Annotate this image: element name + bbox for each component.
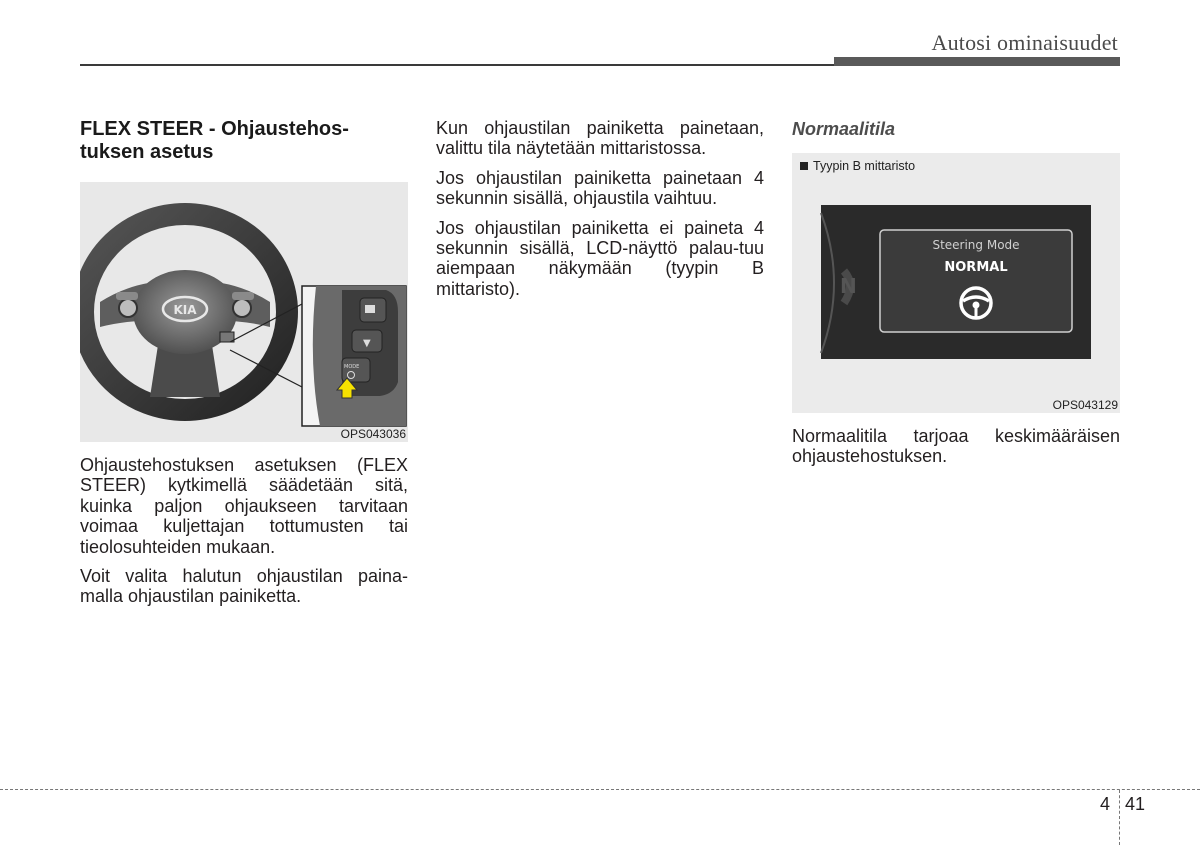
section-title xyxy=(80,118,408,164)
steering-wheel-figure xyxy=(80,182,408,442)
figure-caption xyxy=(800,159,915,173)
paragraph: Jos ohjaustilan painiketta painetaan 4 sekunnin sisällä, ohjaustila vaihtuu. xyxy=(436,167,764,209)
header-rule xyxy=(80,64,840,66)
figure-code: OPS043036 xyxy=(340,427,406,441)
lcd-title: Steering Mode xyxy=(932,238,1020,252)
cluster-display-illustration xyxy=(792,153,1120,413)
paragraph: Kun ohjaustilan painiketta painetaan, valittu tila näytetään mittaristossa. xyxy=(436,118,764,159)
paragraph: Jos ohjaustilan painiketta ei paineta 4 sekunnin sisällä, LCD-näyttö palau-tuu aiempaan näkymään (tyypin B mittaristo). xyxy=(436,217,764,299)
paragraph: Voit valita halutun ohjaustilan paina-malla ohjaustilan painiketta. xyxy=(80,566,408,607)
left-column xyxy=(80,118,408,616)
header-rule-accent xyxy=(834,57,1120,66)
page-number: 41 xyxy=(1125,794,1146,814)
square-bullet-icon xyxy=(800,162,808,170)
right-column xyxy=(792,118,1120,476)
kia-logo-text: KIA xyxy=(173,303,197,317)
gear-indicator: N xyxy=(840,274,857,298)
figure-code: OPS043129 xyxy=(1052,398,1118,412)
mode-button-label: MODE xyxy=(344,364,360,370)
paragraph: Normaalitila tarjoaa keskimääräisen ohjaustehostuksen. xyxy=(792,426,1120,467)
cluster-display-figure xyxy=(792,153,1120,413)
subsection-title: Normaalitila xyxy=(792,119,896,139)
section-title-line2: tuksen asetus xyxy=(80,141,214,163)
figure-caption-text: Tyypin B mittaristo xyxy=(813,159,916,173)
section-title-line1: FLEX STEER - Ohjaustehos- xyxy=(80,118,349,140)
steering-wheel-illustration xyxy=(80,182,408,442)
chapter-number: 4 xyxy=(1100,794,1111,814)
middle-column xyxy=(436,118,764,308)
header-title: Autosi ominaisuudet xyxy=(931,30,1118,55)
footer-rule xyxy=(0,789,1200,790)
svg-text:▼: ▼ xyxy=(363,338,371,349)
lcd-mode: NORMAL xyxy=(944,260,1008,275)
footer-divider xyxy=(1119,790,1120,845)
paragraph: Ohjaustehostuksen asetuksen (FLEX STEER) kytkimellä säädetään sitä, kuinka paljon ohjaukseen tarvitaan voimaa kuljettajan tottumusten tai tieolosuhteiden mukaan. xyxy=(80,455,408,557)
